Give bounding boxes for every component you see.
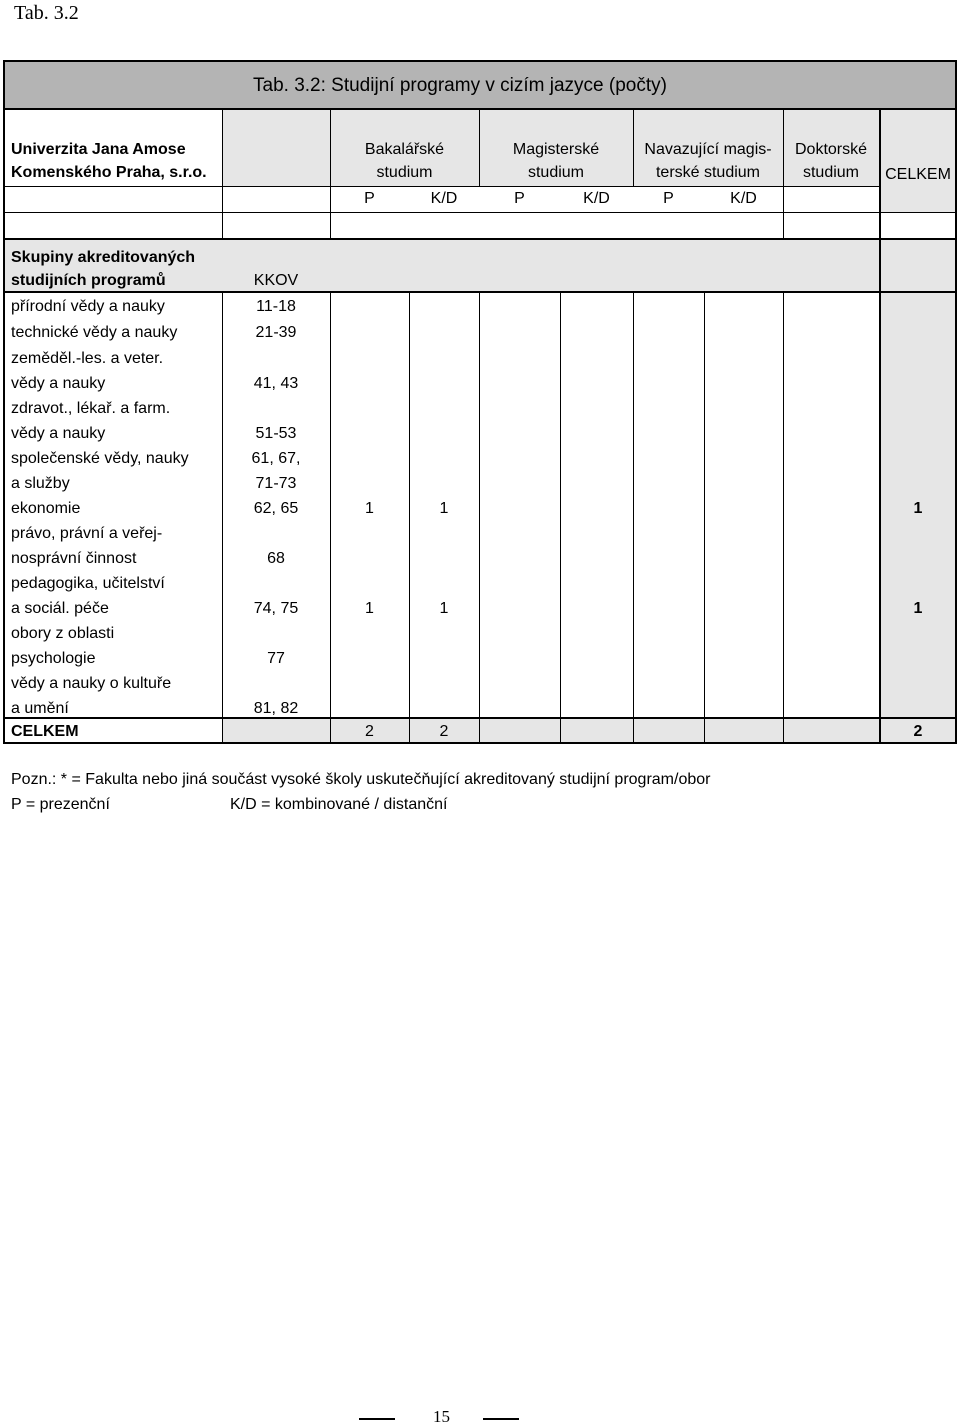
row-label: vědy a nauky o kultuře — [11, 675, 172, 692]
master-header-line-2: studium — [527, 164, 585, 181]
row-value: 1 — [365, 500, 374, 517]
grid-vline — [783, 292, 784, 744]
note-line: Pozn.: * = Fakulta nebo jiná součást vysoké školy uskutečňující akreditovaný studijní program/obor — [11, 771, 711, 788]
row-total-bg — [879, 292, 957, 318]
row-label: nosprávní činnost — [11, 550, 137, 567]
bachelor-header-line-1: Bakalářské — [364, 141, 445, 158]
row-total-bg — [879, 394, 957, 444]
groups-header-line-1: Skupiny akreditovaných — [11, 249, 196, 266]
row-label: vědy a nauky — [11, 425, 106, 442]
grid-hline — [3, 212, 957, 213]
doctoral-header-line-1: Doktorské — [794, 141, 868, 158]
sub-header-0: P — [364, 190, 375, 207]
row-value: 1 — [913, 600, 923, 617]
legend-kd: K/D = kombinované / distanční — [230, 796, 448, 813]
follow-master-header-line-2: terské studium — [655, 164, 761, 181]
grid-vline — [222, 110, 223, 240]
total-header: CELKEM — [885, 166, 951, 183]
row-kkov: 74, 75 — [253, 600, 299, 617]
total-row-value: 2 — [439, 723, 449, 740]
grid-vline — [633, 110, 634, 186]
row-value: 1 — [439, 500, 449, 517]
row-label: zeměděl.-les. a veter. — [11, 350, 164, 367]
row-label: společenské vědy, nauky — [11, 450, 189, 467]
row-label: a umění — [11, 700, 69, 717]
row-total-bg — [879, 344, 957, 394]
row-value: 1 — [913, 500, 923, 517]
kkov-header: KKOV — [253, 272, 299, 289]
row-kkov: 51-53 — [255, 425, 297, 442]
grid-vline — [222, 292, 223, 744]
grid-vline — [633, 292, 634, 744]
row-label: vědy a nauky — [11, 375, 106, 392]
doctoral-header-line-2: studium — [802, 164, 860, 181]
total-row-value: 2 — [913, 723, 923, 740]
page-number: 15 — [433, 1407, 450, 1426]
sub-header-2: P — [514, 190, 525, 207]
row-label: a sociál. péče — [11, 600, 109, 617]
row-kkov: 11-18 — [256, 298, 296, 315]
university-line-2: Komenského Praha, s.r.o. — [11, 164, 207, 181]
grid-vline — [704, 292, 705, 744]
row-total-bg — [879, 669, 957, 718]
legend-p: P = prezenční — [11, 796, 110, 813]
row-total-bg — [879, 619, 957, 669]
grid-vline — [783, 110, 784, 240]
row-kkov: 77 — [267, 650, 285, 667]
row-kkov: 68 — [267, 550, 285, 567]
grid-vline — [409, 292, 410, 744]
row-value: 1 — [439, 600, 449, 617]
master-header-line-1: Magisterské — [512, 141, 600, 158]
grid-vline — [479, 292, 480, 744]
sub-header-3: K/D — [583, 190, 610, 207]
footer-rule-left — [359, 1418, 395, 1420]
row-kkov: 41, 43 — [253, 375, 299, 392]
row-label: právo, právní a veřej- — [11, 525, 163, 542]
grid-hline — [3, 108, 957, 110]
follow-master-header-line-1: Navazující magis- — [644, 141, 772, 158]
grid-vline — [955, 60, 957, 744]
grid-vline — [330, 292, 331, 744]
total-header-bg — [879, 110, 957, 212]
row-label: zdravot., lékař. a farm. — [11, 400, 171, 417]
row-kkov: 62, 65 — [253, 500, 299, 517]
row-label: přírodní vědy a nauky — [11, 298, 165, 315]
footer-rule-right — [483, 1418, 519, 1420]
grid-hline — [3, 60, 957, 62]
row-label: technické vědy a nauky — [11, 324, 178, 341]
grid-vline — [879, 110, 881, 744]
row-kkov: 81, 82 — [253, 700, 299, 717]
total-row-label: CELKEM — [11, 723, 79, 740]
university-line-1: Univerzita Jana Amose — [11, 141, 186, 158]
grid-vline — [560, 292, 561, 744]
row-total-bg — [879, 318, 957, 344]
row-label: pedagogika, učitelství — [11, 575, 165, 592]
row-value: 1 — [365, 600, 374, 617]
table-title-bar — [3, 60, 957, 110]
row-label: ekonomie — [11, 500, 81, 517]
grid-hline — [3, 717, 957, 719]
grid-hline — [3, 291, 957, 293]
grid-hline — [3, 238, 957, 240]
bachelor-header-line-2: studium — [376, 164, 433, 181]
total-row-value: 2 — [365, 723, 374, 740]
groups-header-line-2: studijních programů — [11, 272, 166, 289]
page-label: Tab. 3.2 — [14, 2, 79, 24]
grid-vline — [3, 60, 5, 744]
row-total-bg — [879, 444, 957, 494]
sub-header-5: K/D — [730, 190, 757, 207]
grid-vline — [330, 110, 331, 240]
row-kkov: 61, 67, — [251, 450, 301, 467]
row-total-bg — [879, 519, 957, 569]
total-row-bg — [222, 718, 957, 744]
sub-header-1: K/D — [430, 190, 458, 207]
grid-vline — [479, 110, 480, 186]
grid-hline — [3, 186, 879, 187]
sub-header-4: P — [663, 190, 674, 207]
row-kkov: 21-39 — [255, 324, 297, 341]
row-label: a služby — [11, 475, 70, 492]
row-label: obory z oblasti — [11, 625, 115, 642]
row-label: psychologie — [11, 650, 96, 667]
grid-hline — [3, 742, 957, 744]
row-kkov: 71-73 — [255, 475, 297, 492]
table-title: Tab. 3.2: Studijní programy v cizím jazyce (počty) — [253, 75, 667, 96]
